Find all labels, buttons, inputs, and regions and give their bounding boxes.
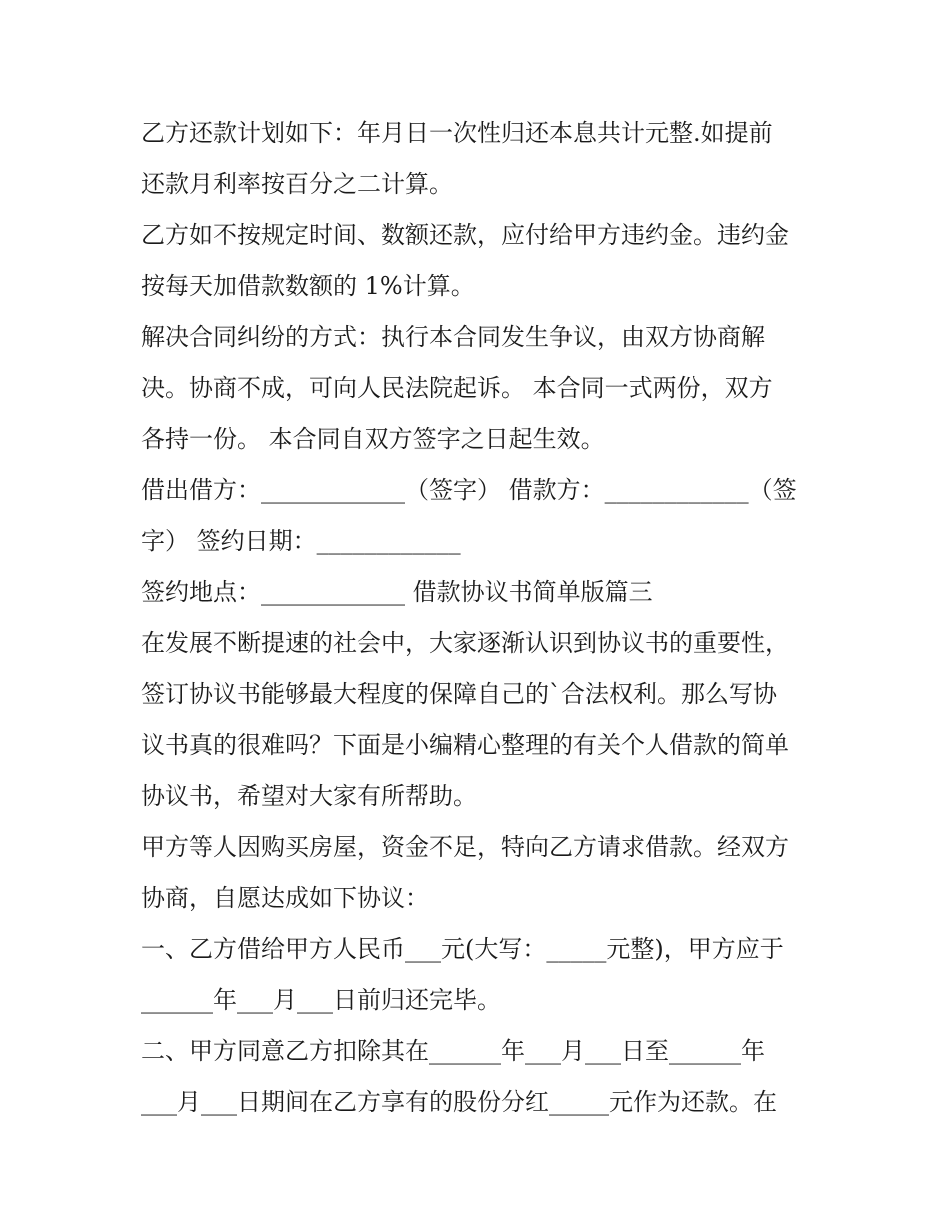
text-line-2: 还款月利率按百分之二计算。 — [141, 170, 453, 198]
text-line-20: ___月___日期间在乙方享有的股份分红_____元作为还款。在 — [141, 1088, 777, 1116]
text-line-15: 甲方等人因购买房屋，资金不足，特向乙方请求借款。经双方 — [141, 833, 789, 861]
text-line-7: 各持一份。 本合同自双方签字之日起生效。 — [141, 425, 605, 453]
text-line-16: 协商，自愿达成如下协议： — [141, 884, 429, 912]
text-line-18: ______年___月___日前归还完毕。 — [141, 986, 501, 1014]
text-line-12: 签订协议书能够最大程度的保障自己的`合法权利。那么写协 — [141, 680, 777, 708]
text-line-14: 协议书，希望对大家有所帮助。 — [141, 782, 477, 810]
text-line-17: 一、乙方借给甲方人民币___元(大写：_____元整)，甲方应于 — [141, 935, 784, 963]
text-line-10: 签约地点：____________ 借款协议书简单版篇三 — [141, 578, 653, 606]
document-body — [141, 108, 821, 1128]
text-line-9: 字） 签约日期：____________ — [141, 527, 461, 555]
text-line-19: 二、甲方同意乙方扣除其在______年___月___日至______年 — [141, 1037, 765, 1065]
text-line-4: 按每天加借款数额的 1%计算。 — [141, 272, 475, 300]
text-line-6: 决。协商不成，可向人民法院起诉。 本合同一式两份，双方 — [141, 374, 773, 402]
text-line-5: 解决合同纠纷的方式：执行本合同发生争议，由双方协商解 — [141, 323, 765, 351]
text-line-8: 借出借方：____________（签字） 借款方：____________（签 — [141, 476, 797, 504]
text-line-11: 在发展不断提速的社会中，大家逐渐认识到协议书的重要性， — [141, 629, 789, 657]
text-line-1: 乙方还款计划如下：年月日一次性归还本息共计元整.如提前 — [141, 119, 773, 147]
text-line-3: 乙方如不按规定时间、数额还款，应付给甲方违约金。违约金 — [141, 221, 789, 249]
text-line-13: 议书真的很难吗？下面是小编精心整理的有关个人借款的简单 — [141, 731, 789, 759]
